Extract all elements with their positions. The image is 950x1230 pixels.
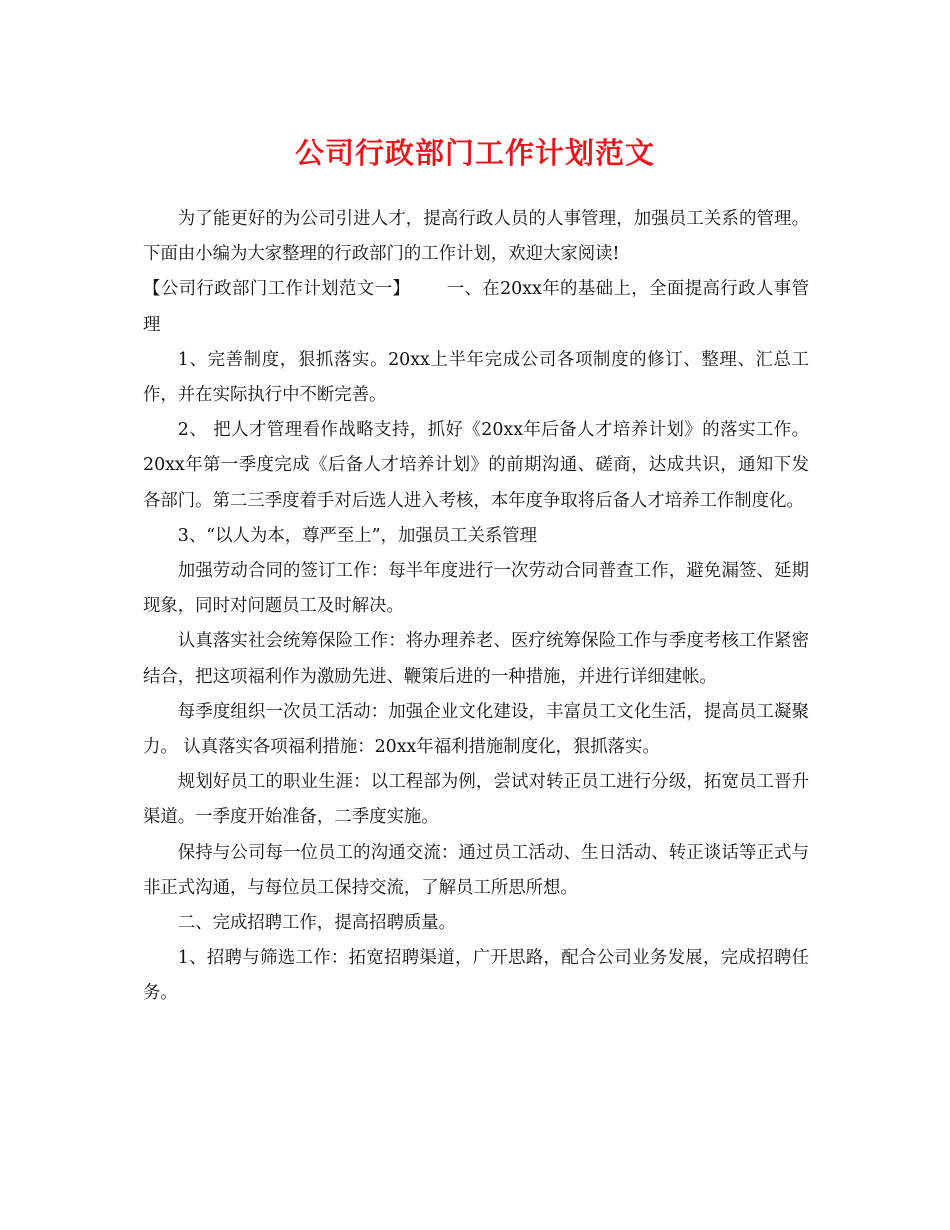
section-two-heading: 二、完成招聘工作，提高招聘质量。	[177, 913, 457, 934]
body-paragraph: 加强劳动合同的签订工作：每半年度进行一次劳动合同普查工作，避免漏签、延期现象，同时对问题员工及时解决。	[143, 561, 809, 617]
body-paragraph: 1、招聘与筛选工作：拓宽招聘渠道，广开思路，配合公司业务发展，完成招聘任务。	[143, 948, 809, 1004]
body-paragraph: 认真落实社会统筹保险工作：将办理养老、医疗统筹保险工作与季度考核工作紧密结合，把这项福利作为激励先进、鞭策后进的一种措施，并进行详细建帐。	[143, 631, 809, 687]
body-paragraph: 规划好员工的职业生涯：以工程部为例，尝试对转正员工进行分级，拓宽员工晋升渠道。一季度开始准备，二季度实施。	[143, 772, 809, 828]
intro-paragraph: 为了能更好的为公司引进人才，提高行政人员的人事管理，加强员工关系的管理。下面由小编为大家整理的行政部门的工作计划，欢迎大家阅读!	[143, 209, 809, 265]
body-paragraph: 2、 把人才管理看作战略支持，抓好《20xx年后备人才培养计划》的落实工作。20xx年第一季度完成《后备人才培养计划》的前期沟通、磋商，达成共识，通知下发各部门。第二三季度着手对后选人进入考核，本年度争取将后备人才培养工作制度化。	[143, 420, 809, 511]
body-paragraph: 每季度组织一次员工活动：加强企业文化建设，丰富员工文化生活，提高员工凝聚力。 认真落实各项福利措施：20xx年福利措施制度化，狠抓落实。	[143, 701, 809, 758]
section-one-paragraph	[143, 272, 809, 342]
body-paragraph: 1、完善制度，狠抓落实。20xx上半年完成公司各项制度的修订、整理、汇总工作，并在实际执行中不断完善。	[143, 349, 809, 406]
body-paragraph: 3、“以人为本，尊严至上”，加强员工关系管理	[177, 525, 538, 546]
document-body	[143, 202, 809, 1012]
body-paragraph: 保持与公司每一位员工的沟通交流：通过员工活动、生日活动、转正谈话等正式与非正式沟通，与每位员工保持交流，了解员工所思所想。	[143, 842, 809, 898]
section-one-heading: 一、在20xx年的基础上，全面提高行政人事管理	[143, 279, 809, 335]
section-label: 【公司行政部门工作计划范文一】	[143, 279, 411, 300]
document-title: 公司行政部门工作计划范文	[294, 136, 655, 170]
